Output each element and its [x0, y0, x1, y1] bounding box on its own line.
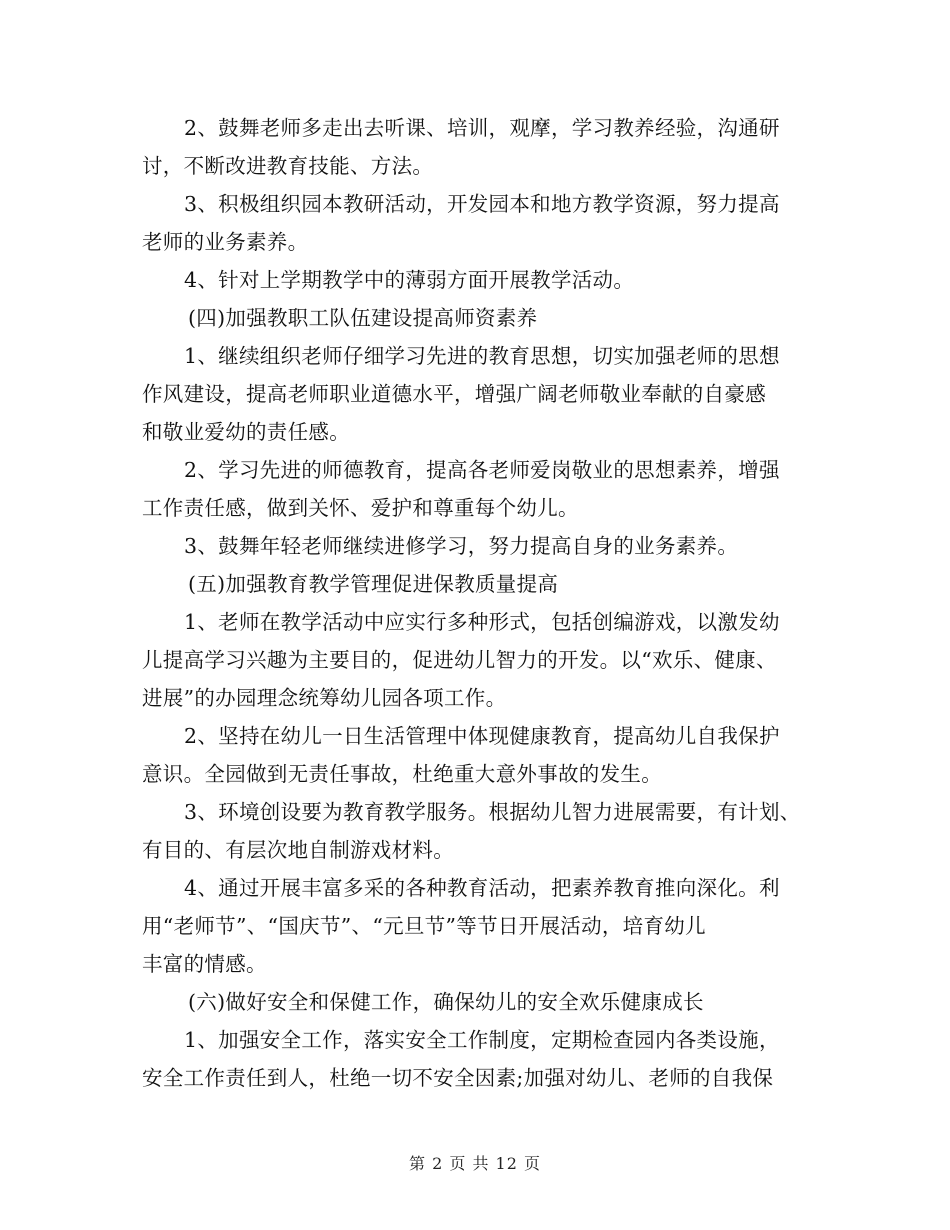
paragraph-line: 1、老师在教学活动中应实行多种形式，包括创编游戏，以激发幼	[184, 610, 780, 634]
paragraph-line: 1、加强安全工作，落实安全工作制度，定期检查园内各类设施，	[184, 1028, 780, 1052]
paragraph-line: 有目的、有层次地自制游戏材料。	[142, 838, 454, 862]
paragraph-line: 意识。全园做到无责任事故，杜绝重大意外事故的发生。	[142, 762, 662, 786]
section-heading: (五)加强教育教学管理促进保教质量提高	[188, 572, 559, 596]
paragraph-line: 工作责任感，做到关怀、爱护和尊重每个幼儿。	[142, 496, 579, 520]
paragraph-line: 和敬业爱幼的责任感。	[142, 420, 350, 444]
paragraph-line: 2、学习先进的师德教育，提高各老师爱岗敬业的思想素养，增强	[184, 458, 780, 482]
paragraph-line: 3、环境创设要为教育教学服务。根据幼儿智力进展需要，有计划、	[184, 800, 801, 824]
paragraph-line: 4、针对上学期教学中的薄弱方面开展教学活动。	[184, 268, 635, 292]
paragraph-line: 4、通过开展丰富多采的各种教育活动，把素养教育推向深化。利	[184, 876, 780, 900]
paragraph-line: 2、鼓舞老师多走出去听课、培训，观摩，学习教养经验，沟通研	[184, 116, 780, 140]
page-number-footer: 第 2 页 共 12 页	[409, 1154, 541, 1173]
paragraph-line: 作风建设，提高老师职业道德水平，增强广阔老师敬业奉献的自豪感	[142, 382, 766, 406]
paragraph-line: 2、坚持在幼儿一日生活管理中体现健康教育，提高幼儿自我保护	[184, 724, 780, 748]
paragraph-line: 用“老师节”、“国庆节”、“元旦节”等节日开展活动，培育幼儿	[142, 914, 706, 938]
paragraph-line: 讨，不断改进教育技能、方法。	[142, 154, 434, 178]
paragraph-line: 进展”的办园理念统筹幼儿园各项工作。	[142, 686, 507, 710]
paragraph-line: 1、继续组织老师仔细学习先进的教育思想，切实加强老师的思想	[184, 344, 780, 368]
paragraph-line: 儿提高学习兴趣为主要目的，促进幼儿智力的开发。以“欢乐、健康、	[142, 648, 777, 672]
paragraph-line: 老师的业务素养。	[142, 230, 309, 254]
paragraph-line: 安全工作责任到人，杜绝一切不安全因素;加强对幼儿、老师的自我保	[142, 1066, 774, 1090]
section-heading: (四)加强教职工队伍建设提高师资素养	[188, 306, 538, 330]
paragraph-line: 丰富的情感。	[142, 952, 267, 976]
paragraph-line: 3、积极组织园本教研活动，开发园本和地方教学资源，努力提高	[184, 192, 780, 216]
paragraph-line: 3、鼓舞年轻老师继续进修学习，努力提高自身的业务素养。	[184, 534, 739, 558]
section-heading: (六)做好安全和保健工作，确保幼儿的安全欢乐健康成长	[188, 990, 704, 1014]
